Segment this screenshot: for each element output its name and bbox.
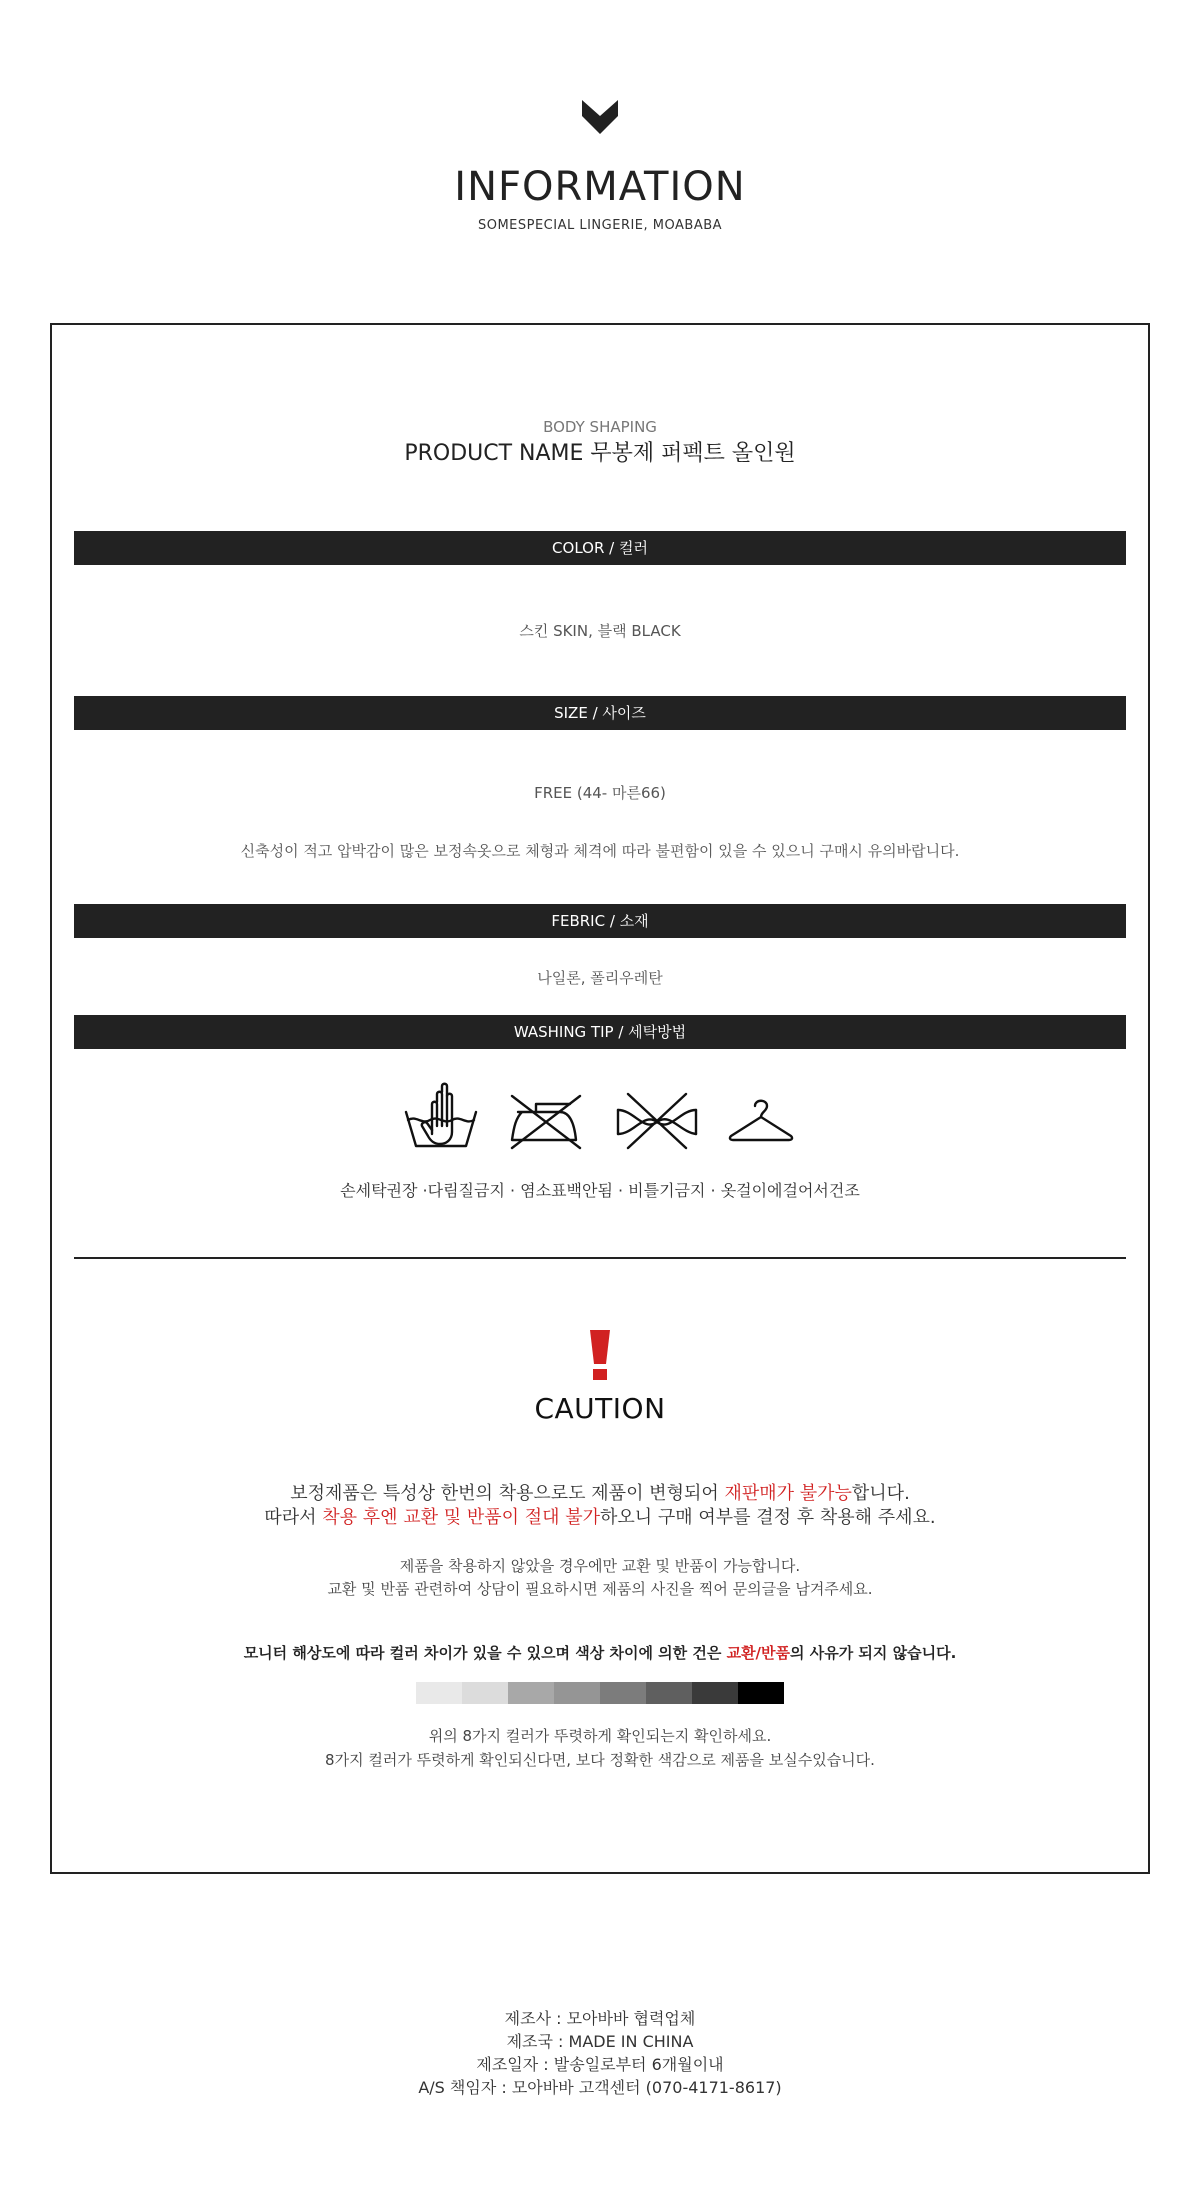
hanger-dry-icon xyxy=(728,1082,794,1152)
color-swatch xyxy=(416,1682,462,1704)
section-header-fabric: FEBRIC / 소재 xyxy=(74,904,1126,938)
section-header-washing: WASHING TIP / 세탁방법 xyxy=(74,1015,1126,1049)
monitor-notice: 모니터 해상도에 따라 컬러 차이가 있을 수 있으며 색상 차이에 의한 건은 교환/반품의 사유가 되지 않습니다. xyxy=(243,1644,957,1662)
color-swatch xyxy=(462,1682,508,1704)
brand-subtitle: SOMESPECIAL LINGERIE, MOABABA xyxy=(477,218,723,233)
no-iron-icon xyxy=(508,1082,584,1152)
fabric-value: 나일론, 폴리우레탄 xyxy=(537,969,663,987)
no-return-warning: 착용 후엔 교환 및 반품이 절대 불가 xyxy=(322,1507,600,1528)
page-title: INFORMATION xyxy=(454,164,746,210)
color-swatch-strip xyxy=(416,1682,784,1704)
color-swatch xyxy=(646,1682,692,1704)
exclamation-icon xyxy=(588,1330,612,1380)
color-swatch xyxy=(600,1682,646,1704)
color-swatch xyxy=(738,1682,784,1704)
hand-wash-icon xyxy=(402,1082,480,1152)
product-category: BODY SHAPING xyxy=(543,418,657,436)
footer-manufacturer: 제조사 : 모아바바 협력업체 xyxy=(504,2009,696,2028)
footer-manufacture-date: 제조일자 : 발송일로부터 6개월이내 xyxy=(476,2055,724,2074)
color-swatch xyxy=(554,1682,600,1704)
footer-as-contact: A/S 책임자 : 모아바바 고객센터 (070-4171-8617) xyxy=(418,2078,782,2097)
caution-line-2: 따라서 착용 후엔 교환 및 반품이 절대 불가하오니 구매 여부를 결정 후 착용해 주세요. xyxy=(264,1507,936,1528)
size-note: 신축성이 적고 압박감이 많은 보정속옷으로 체형과 체격에 따라 불편함이 있을 수 있으니 구매시 유의바랍니다. xyxy=(240,842,960,860)
divider xyxy=(74,1257,1126,1259)
exchange-notice-1: 제품을 착용하지 않았을 경우에만 교환 및 반품이 가능합니다. xyxy=(399,1557,801,1575)
color-value: 스킨 SKIN, 블랙 BLACK xyxy=(519,622,681,640)
swatch-note-1: 위의 8가지 컬러가 뚜렷하게 확인되는지 확인하세요. xyxy=(428,1727,772,1745)
color-swatch xyxy=(508,1682,554,1704)
caution-line-1: 보정제품은 특성상 한번의 착용으로도 제품이 변형되어 재판매가 불가능합니다. xyxy=(290,1483,910,1504)
size-value: FREE (44- 마른66) xyxy=(534,784,666,802)
footer-country: 제조국 : MADE IN CHINA xyxy=(506,2032,694,2051)
resale-warning: 재판매가 불가능 xyxy=(724,1483,852,1504)
section-header-size: SIZE / 사이즈 xyxy=(74,696,1126,730)
no-wring-icon xyxy=(614,1082,700,1152)
exchange-notice-2: 교환 및 반품 관련하여 상담이 필요하시면 제품의 사진을 찍어 문의글을 남겨주세요. xyxy=(327,1580,873,1598)
product-name: PRODUCT NAME 무봉제 퍼펙트 올인원 xyxy=(404,441,796,466)
swatch-note-2: 8가지 컬러가 뚜렷하게 확인되신다면, 보다 정확한 색감으로 제품을 보실수있습니다. xyxy=(325,1751,875,1769)
color-swatch xyxy=(692,1682,738,1704)
section-header-color: COLOR / 컬러 xyxy=(74,531,1126,565)
chevron-down-icon xyxy=(582,100,618,134)
washing-caption: 손세탁권장 ·다림질금지 · 염소표백안됨 · 비틀기금지 · 옷걸이에걸어서건조 xyxy=(340,1181,860,1200)
caution-title: CAUTION xyxy=(534,1392,666,1425)
